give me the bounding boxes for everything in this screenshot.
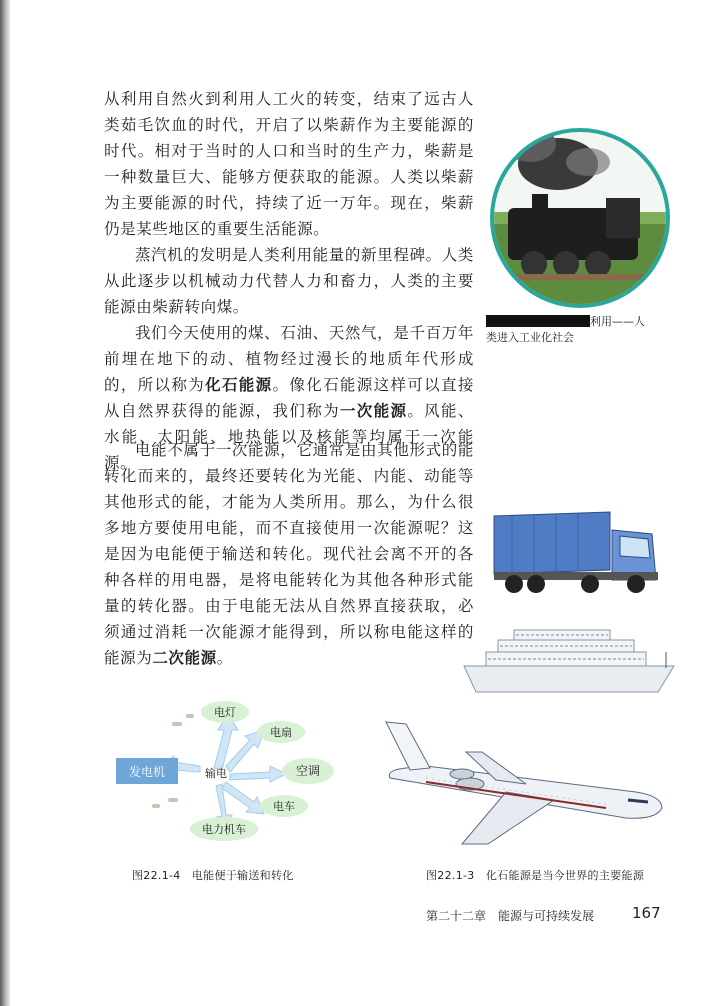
figure-22-1-3-caption: 图22.1-3 化石能源是当今世界的主要能源 — [426, 869, 645, 882]
cruise-ship-illustration — [462, 622, 684, 702]
figure-22-1-4-caption: 图22.1-4 电能便于输送和转化 — [132, 869, 294, 882]
term-primary-energy: 一次能源 — [339, 402, 408, 420]
paragraph-2: 蒸汽机的发明是人类利用能量的新里程碑。人类从此逐步以机械动力代替人力和畜力，人类的主要能源由柴薪转向煤。 — [104, 246, 474, 316]
target-lamp: 电灯 — [214, 706, 236, 719]
target-ac: 空调 — [295, 764, 321, 778]
truck-illustration — [490, 508, 670, 600]
steam-train-illustration — [478, 124, 674, 310]
airplane-illustration — [366, 708, 676, 850]
paragraph-1: 从利用自然火到利用人工火的转变，结束了远古人类茹毛饮血的时代，开启了以柴薪作为主要能源的时代。相对于当时的人口和当时的生产力，柴薪是一种数量巨大、能够方便获取的能源。人类以柴薪为主要能源的时代，持续了近一万年。现在，柴薪仍是某些地区的重要生活能源。 — [104, 90, 474, 238]
train-caption: 利用——人 类进入工业化社会 — [486, 315, 645, 344]
target-tram: 电车 — [273, 800, 295, 813]
paragraph-3: 我们今天使用的煤、石油、天然气，是千百万年前埋在地下的动、植物经过漫长的地质年代形成的，所以称为化石能源。像化石能源这样可以直接从自然界获得的能源，我们称为一次能源。风能、水能、太阳能、地热能以及核能等均属于一次能源。 — [104, 324, 474, 472]
chapter-footer: 第二十二章 能源与可持续发展 — [426, 909, 595, 923]
transmission-label: 输电 — [205, 767, 227, 780]
redaction-bar — [486, 315, 590, 327]
paragraph-4: 电能不属于一次能源，它通常是由其他形式的能转化而来的，最终还要转化为光能、内能、动能等其他形式的能，才能为人类所用。那么，为什么很多地方要使用电能，而不直接使用一次能源呢？这是因为电能便于输送和转化。现代社会离不开的各种各样的用电器，是将电能转化为其他各种形式能量的转化器。由于电能无法从自然界直接获取，必须通过消耗一次能源才能得到，所以称电能这样的能源为二次能源。 — [104, 441, 474, 667]
page-number: 167 — [632, 904, 661, 922]
target-fan: 电扇 — [270, 726, 292, 739]
page-edge-shadow — [0, 0, 10, 1006]
term-secondary-energy: 二次能源 — [152, 649, 217, 667]
electricity-transmission-diagram — [108, 700, 348, 845]
term-fossil-energy: 化石能源 — [205, 376, 273, 394]
target-locomotive: 电力机车 — [202, 823, 246, 836]
generator-label: 发电机 — [128, 765, 166, 779]
